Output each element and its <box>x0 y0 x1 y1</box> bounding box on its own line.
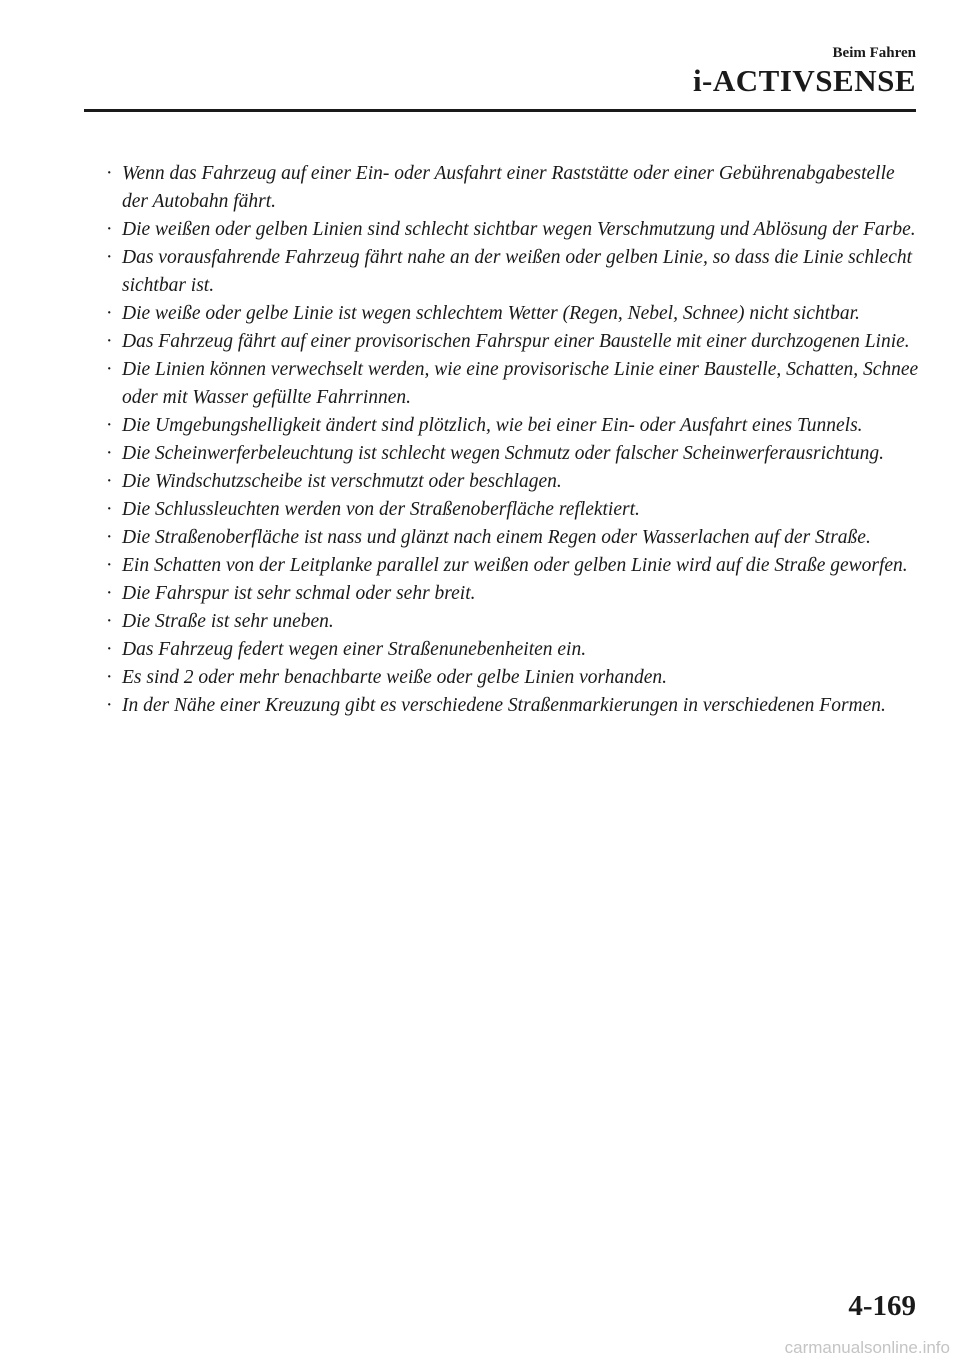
bullet-dot: · <box>106 331 113 352</box>
section-label: Beim Fahren <box>832 45 916 61</box>
list-item-text: Das Fahrzeug federt wegen einer Straßenunebenheiten ein. <box>122 639 587 660</box>
list-item <box>104 552 920 580</box>
bullet-dot: · <box>106 583 113 604</box>
list-item <box>104 412 920 440</box>
list-item-text: Die Straße ist sehr uneben. <box>122 611 334 632</box>
bullet-dot: · <box>106 639 113 660</box>
list-item <box>104 496 920 524</box>
list-item-text: Die Fahrspur ist sehr schmal oder sehr breit. <box>122 583 476 604</box>
list-item-text: Die Windschutzscheibe ist verschmutzt oder beschlagen. <box>122 471 562 492</box>
list-item <box>104 664 920 692</box>
page-header <box>693 44 916 98</box>
list-item-text: Das Fahrzeug fährt auf einer provisorischen Fahrspur einer Baustelle mit einer durchzogenen Linie. <box>122 331 910 352</box>
chapter-title: i-ACTIVSENSE <box>692 63 916 98</box>
list-item <box>104 300 920 328</box>
list-item-text: Ein Schatten von der Leitplanke parallel zur weißen oder gelben Linie wird auf die Straße geworfen. <box>122 555 908 576</box>
bullet-dot: · <box>106 443 113 464</box>
list-item-text: Die weiße oder gelbe Linie ist wegen schlechtem Wetter (Regen, Nebel, Schnee) nicht sichtbar. <box>122 303 860 324</box>
list-item <box>104 356 920 412</box>
bullet-dot: · <box>106 499 113 520</box>
list-item <box>104 608 920 636</box>
bullet-dot: · <box>106 247 113 268</box>
list-item-text: Das vorausfahrende Fahrzeug fährt nahe an der weißen oder gelben Linie, so dass die Linie schlecht sichtbar ist. <box>122 247 913 296</box>
list-item-text: Die weißen oder gelben Linien sind schlecht sichtbar wegen Verschmutzung und Ablösung der Farbe. <box>122 219 916 240</box>
list-item-text: Die Linien können verwechselt werden, wie eine provisorische Linie einer Baustelle, Schatten, Schnee oder mit Wasser gefüllte Fahrrinnen. <box>122 359 919 408</box>
list-item <box>104 160 920 216</box>
list-item-text: Es sind 2 oder mehr benachbarte weiße oder gelbe Linien vorhanden. <box>122 667 668 688</box>
bullet-dot: · <box>106 359 113 380</box>
list-item-text: Wenn das Fahrzeug auf einer Ein- oder Ausfahrt einer Raststätte oder einer Gebührenabgabestelle der Autobahn fährt. <box>122 163 895 212</box>
list-item <box>104 636 920 664</box>
list-item <box>104 692 920 720</box>
header-rule <box>84 109 916 112</box>
bullet-dot: · <box>106 667 113 688</box>
bullet-dot: · <box>106 163 113 184</box>
bullet-dot: · <box>106 415 113 436</box>
bullet-dot: · <box>106 555 113 576</box>
list-item <box>104 328 920 356</box>
list-item <box>104 580 920 608</box>
bullet-dot: · <box>106 219 113 240</box>
list-item-text: Die Scheinwerferbeleuchtung ist schlecht wegen Schmutz oder falscher Scheinwerferausrichtung. <box>122 443 884 464</box>
condition-list <box>104 160 920 720</box>
bullet-dot: · <box>106 611 113 632</box>
bullet-dot: · <box>106 695 113 716</box>
list-item-text: Die Schlussleuchten werden von der Straßenoberfläche reflektiert. <box>122 499 640 520</box>
list-item-text: In der Nähe einer Kreuzung gibt es verschiedene Straßenmarkierungen in verschiedenen Formen. <box>122 695 886 716</box>
bullet-dot: · <box>106 303 113 324</box>
list-item-text: Die Umgebungshelligkeit ändert sind plötzlich, wie bei einer Ein- oder Ausfahrt eines Tunnels. <box>122 415 863 436</box>
bullet-dot: · <box>106 527 113 548</box>
watermark-link[interactable]: carmanualsonline.info <box>784 1338 950 1357</box>
page-number: 4-169 <box>848 1290 916 1322</box>
list-item-text: Die Straßenoberfläche ist nass und glänzt nach einem Regen oder Wasserlachen auf der Straße. <box>122 527 871 548</box>
list-item <box>104 468 920 496</box>
list-item <box>104 216 920 244</box>
list-item <box>104 524 920 552</box>
list-item <box>104 244 920 300</box>
bullet-dot: · <box>106 471 113 492</box>
list-item <box>104 440 920 468</box>
